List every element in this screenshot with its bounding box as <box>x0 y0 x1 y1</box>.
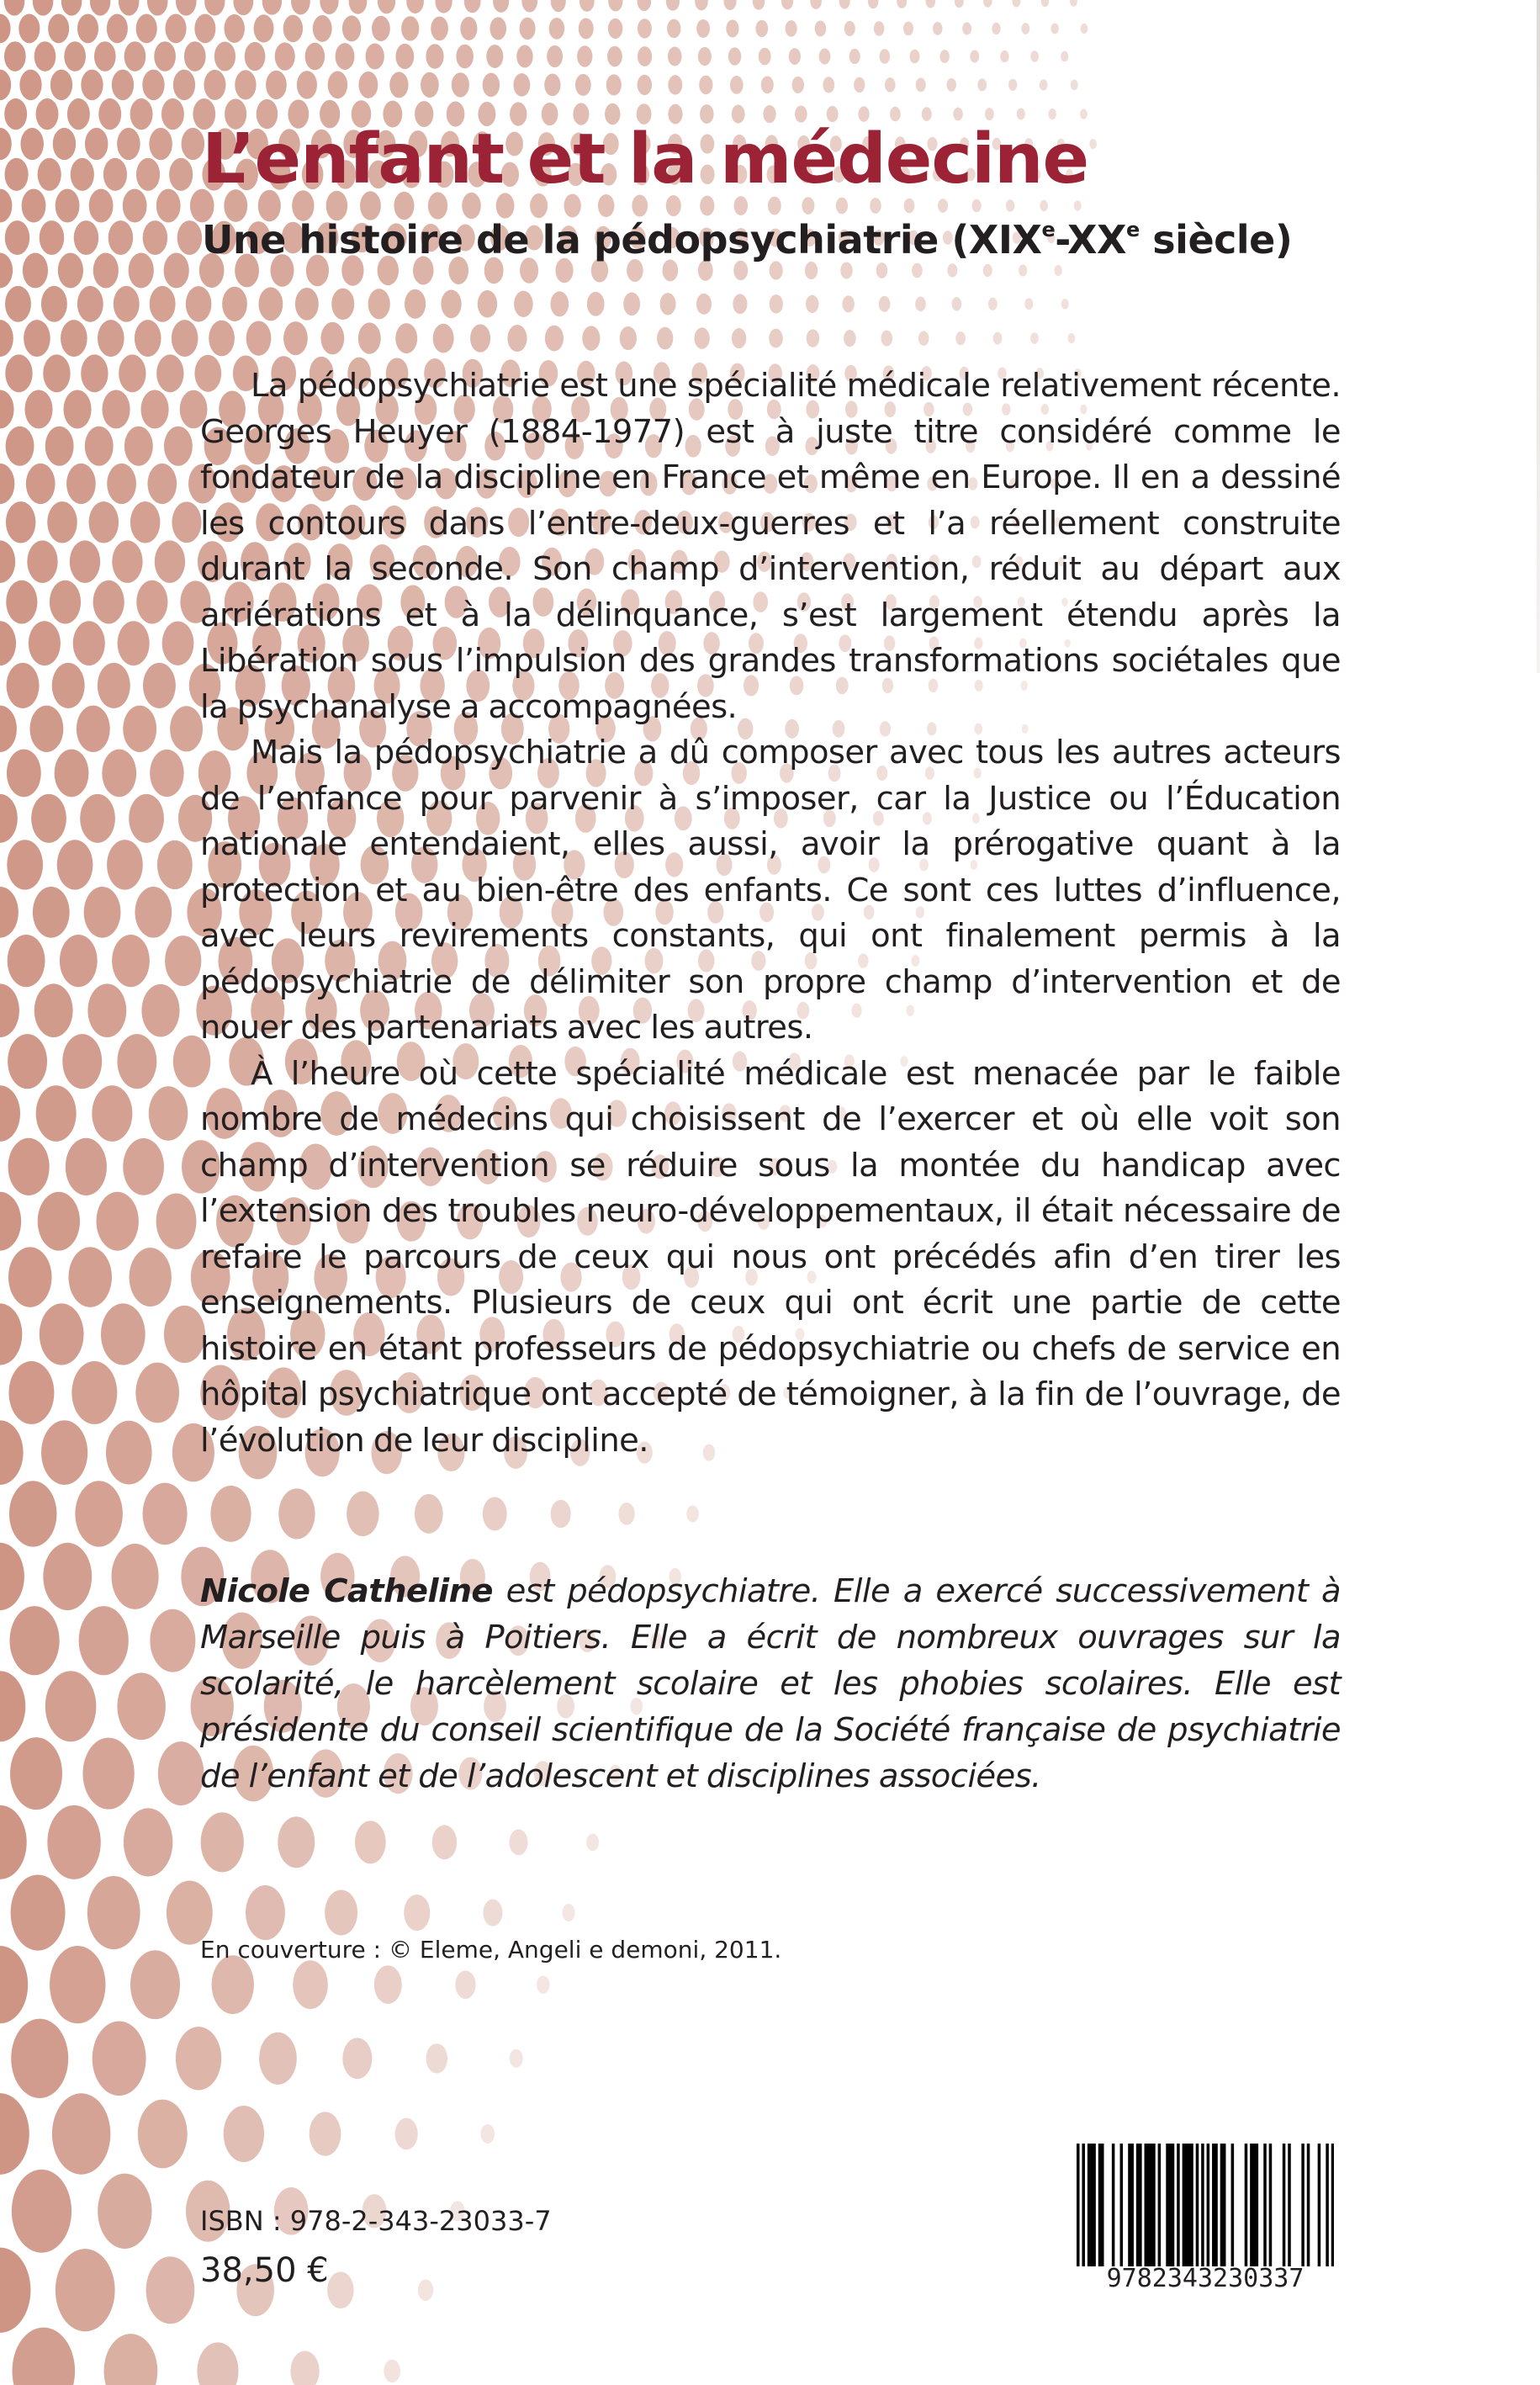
barcode-bar <box>1185 2144 1188 2266</box>
price: 38,50 € <box>200 2251 329 2290</box>
subtitle-superscript-2: e <box>1126 218 1140 241</box>
blurb <box>200 363 1341 1464</box>
barcode-bar <box>1256 2144 1259 2266</box>
barcode-bar <box>1318 2144 1321 2266</box>
barcode-bar <box>1177 2144 1180 2266</box>
author-bio-text: est pédopsychiatre. Elle a exercé successivement à Marseille puis à Poitiers. Elle a écrit de nombreux ouvrages sur la scolarité, le harcèlement scolaire et les phobies scolaires. Elle est présidente du conseil scientifique de la Société française de psychiatrie de l’enfant et de l’adolescent et disciplines associées. <box>200 1572 1341 1795</box>
barcode-bar <box>1147 2144 1151 2266</box>
barcode-bar <box>1088 2144 1091 2266</box>
barcode-bar <box>1145 2144 1148 2266</box>
barcode-bar <box>1245 2144 1248 2266</box>
subtitle-suffix: siècle) <box>1139 217 1293 262</box>
barcode-bar <box>1130 2144 1134 2266</box>
subtitle-prefix: Une histoire de la pédopsychiatrie (XIX <box>202 217 1042 262</box>
barcode-bar <box>1183 2144 1186 2266</box>
barcode-bar <box>1082 2144 1085 2266</box>
barcode-bar <box>1231 2144 1235 2266</box>
barcode-bar <box>1172 2144 1175 2266</box>
barcode-bar <box>1326 2144 1329 2266</box>
isbn: ISBN : 978-2-343-23033-7 <box>200 2205 552 2237</box>
barcode-bar <box>1263 2144 1267 2266</box>
barcode-bar <box>1215 2144 1218 2266</box>
barcode-bar <box>1188 2144 1191 2266</box>
barcode-bar <box>1212 2144 1215 2266</box>
barcode-bar <box>1128 2144 1131 2266</box>
subtitle-middle: -XX <box>1055 217 1126 262</box>
barcode-bar <box>1150 2144 1153 2266</box>
cover-credit: En couverture : © Eleme, Angeli e demoni, 2011. <box>200 1936 782 1964</box>
barcode-bar <box>1112 2144 1115 2266</box>
barcode-bar <box>1139 2144 1142 2266</box>
barcode-bar <box>1136 2144 1140 2266</box>
barcode-bar <box>1196 2144 1199 2266</box>
barcode-bar <box>1090 2144 1093 2266</box>
barcode-bar <box>1077 2144 1080 2266</box>
barcode-bar <box>1093 2144 1096 2266</box>
barcode-bar <box>1220 2144 1224 2266</box>
page-edge <box>1537 0 1540 673</box>
barcode-bar <box>1301 2144 1305 2266</box>
barcode-bar <box>1283 2144 1286 2266</box>
blurb-paragraph-2: Mais la pédopsychiatrie a dû composer avec tous les autres acteurs de l’enfance pour parvenir à s’imposer, car la Justice ou l’Éducation nationale entendaient, elles aussi, avoir la prérogative quant à la protection et au bien-être des enfants. Ce sont ces luttes d’influence, avec leurs revirements constants, qui ont finalement permis à la pédopsychiatrie de délimiter son propre champ d’intervention et de nouer des partenariats avec les autres. <box>200 734 1341 1047</box>
barcode-bar <box>1158 2144 1162 2266</box>
barcode <box>1066 2137 1344 2301</box>
barcode-bar <box>1169 2144 1172 2266</box>
author-bio <box>200 1568 1341 1799</box>
barcode-bar <box>1252 2144 1256 2266</box>
barcode-bar <box>1120 2144 1124 2266</box>
barcode-bar <box>1166 2144 1169 2266</box>
blurb-paragraph-3: À l’heure où cette spécialité médicale est menacée par le faible nombre de médecins qui choisissent de l’exercer et où elle voit son champ d’intervention se réduire sous la montée du handicap avec l’extension des troubles neuro-développementaux, il était nécessaire de refaire le parcours de ceux qui nous ont précédés afin d’en tirer les enseignements. Plusieurs de ceux qui ont écrit une partie de cette histoire en étant professeurs de pédopsychiatrie ou chefs de service en hôpital psychiatrique ont accepté de témoigner, à la fin de l’ouvrage, de l’évolution de leur discipline. <box>200 1054 1341 1460</box>
barcode-bar <box>1152 2144 1156 2266</box>
barcode-bar <box>1101 2144 1104 2266</box>
barcode-bar <box>1190 2144 1193 2266</box>
barcode-bar <box>1098 2144 1102 2266</box>
barcode-bar <box>1201 2144 1204 2266</box>
book-subtitle <box>202 215 1292 265</box>
barcode-number: 9782343230337 <box>1106 2264 1305 2293</box>
barcode-bar <box>1250 2144 1253 2266</box>
book-title: L’enfant et la médecine <box>202 119 1089 199</box>
barcode-bar <box>1307 2144 1310 2266</box>
subtitle-superscript-1: e <box>1041 218 1056 241</box>
blurb-paragraph-1: La pédopsychiatrie est une spécialité médicale relativement récente. Georges Heuyer (1884-1977) est à juste titre considéré comme le fondateur de la discipline en France et même en Europe. Il en a dessiné les contours dans l’entre-deux-guerres et l’a réellement construite durant la seconde. Son champ d’intervention, réduit au départ aux arriérations et à la délinquance, s’est largement étendu après la Libération sous l’impulsion des grandes transformations sociétales que la psychanalyse a accompagnées. <box>200 367 1341 726</box>
barcode-bar <box>1223 2144 1226 2266</box>
barcode-bar <box>1288 2144 1291 2266</box>
barcode-bar <box>1269 2144 1273 2266</box>
author-name: Nicole Catheline <box>200 1572 493 1610</box>
barcode-bars <box>1077 2144 1334 2266</box>
barcode-bar <box>1207 2144 1210 2266</box>
barcode-bar <box>1331 2144 1334 2266</box>
